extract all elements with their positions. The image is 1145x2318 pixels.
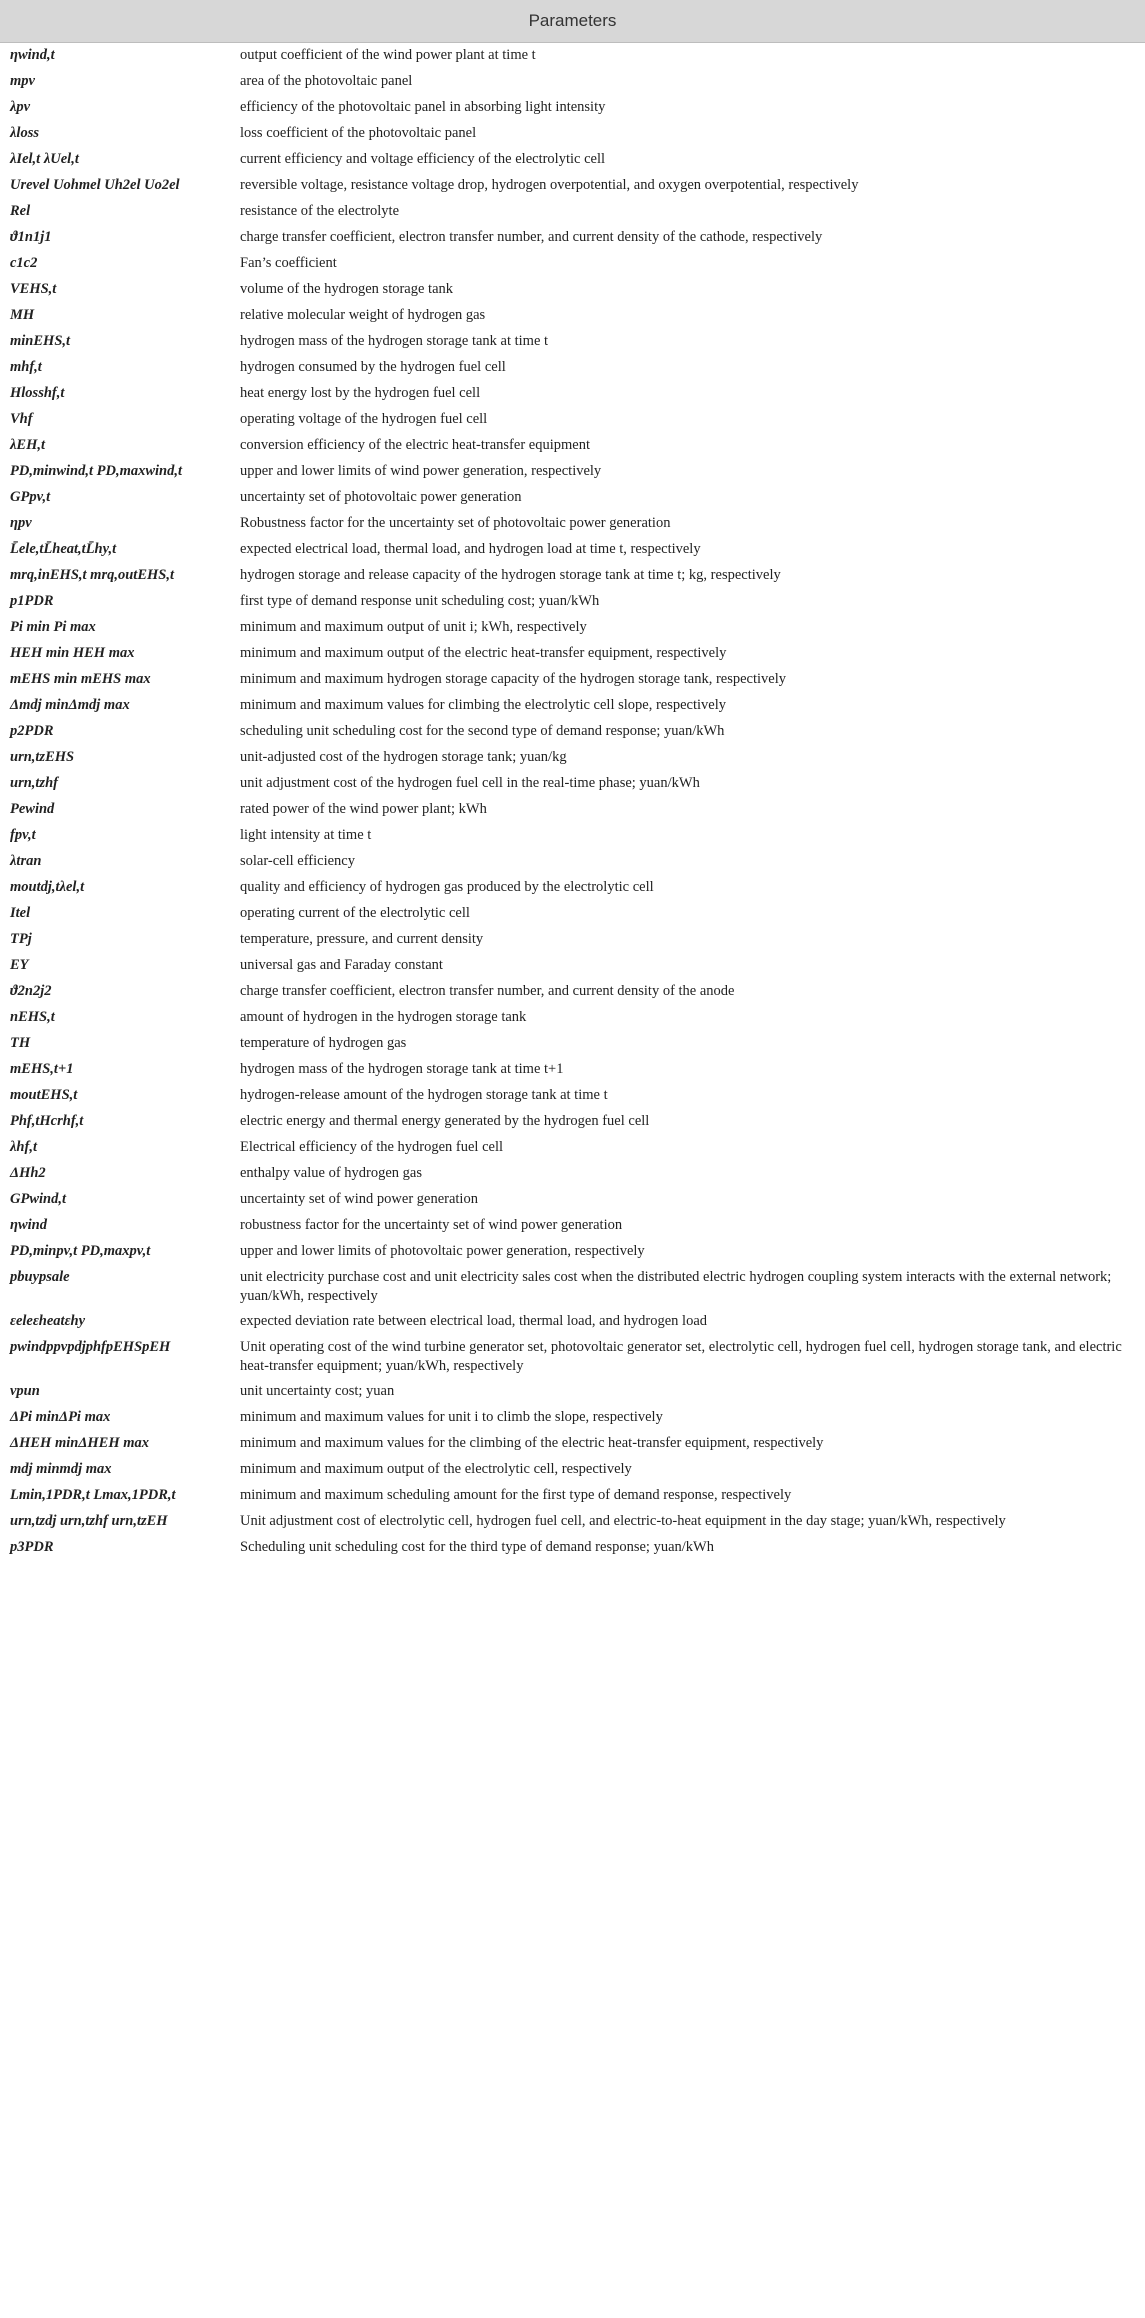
parameter-description: amount of hydrogen in the hydrogen storage tank: [240, 1009, 527, 1025]
parameter-description: hydrogen consumed by the hydrogen fuel cell: [240, 359, 506, 375]
parameter-symbol: urn,tzdj urn,tzhf urn,tzEH: [10, 1513, 168, 1529]
parameter-description: temperature of hydrogen gas: [240, 1035, 407, 1051]
parameter-symbol: Pewind: [10, 801, 55, 817]
parameter-symbol: nEHS,t: [10, 1009, 55, 1025]
parameter-symbol: VEHS,t: [10, 281, 57, 297]
parameter-description: first type of demand response unit scheduling cost; yuan/kWh: [240, 593, 600, 609]
parameter-symbol: ηpv: [10, 515, 32, 531]
parameter-description: unit electricity purchase cost and unit electricity sales cost when the distributed electric hydrogen coupling system interacts with the external network; yuan/kWh, respectively: [240, 1269, 1112, 1304]
parameter-description: unit-adjusted cost of the hydrogen storage tank; yuan/kg: [240, 749, 567, 765]
parameter-symbol: minEHS,t: [10, 333, 71, 349]
parameter-symbol: λIel,t λUel,t: [10, 151, 79, 167]
parameter-symbol: mEHS min mEHS max: [10, 671, 151, 687]
parameter-description: scheduling unit scheduling cost for the second type of demand response; yuan/kWh: [240, 723, 725, 739]
parameter-symbol: mrq,inEHS,t mrq,outEHS,t: [10, 567, 174, 583]
parameter-symbol: p2PDR: [10, 723, 54, 739]
parameter-symbol: p3PDR: [10, 1539, 54, 1555]
parameter-symbol: GPpv,t: [10, 489, 51, 505]
parameter-symbol: moutEHS,t: [10, 1087, 78, 1103]
parameter-symbol: λloss: [10, 125, 39, 141]
parameter-description: unit uncertainty cost; yuan: [240, 1383, 395, 1399]
parameter-description: resistance of the electrolyte: [240, 203, 400, 219]
parameter-symbol: fpv,t: [10, 827, 36, 843]
parameter-symbol: urn,tzhf: [10, 775, 58, 791]
parameter-symbol: ηwind,t: [10, 47, 55, 63]
parameter-description: heat energy lost by the hydrogen fuel cell: [240, 385, 481, 401]
parameter-description: Unit adjustment cost of electrolytic cell, hydrogen fuel cell, and electric-to-heat equipment in the day stage; yuan/kWh, respectively: [240, 1513, 1006, 1529]
parameter-symbol: λpv: [10, 99, 31, 115]
table-header: [0, 0, 1145, 43]
parameter-description: light intensity at time t: [240, 827, 372, 843]
parameter-description: relative molecular weight of hydrogen gas: [240, 307, 486, 323]
parameter-description: area of the photovoltaic panel: [240, 73, 413, 89]
parameter-symbol: mpv: [10, 73, 35, 89]
parameter-symbol: ΔHEH minΔHEH max: [10, 1435, 150, 1451]
parameter-description: expected deviation rate between electrical load, thermal load, and hydrogen load: [240, 1313, 708, 1329]
parameter-description: hydrogen storage and release capacity of the hydrogen storage tank at time t; kg, respectively: [240, 567, 781, 583]
table-header-label: Parameters: [528, 11, 617, 30]
parameter-symbol: Pi min Pi max: [10, 619, 96, 635]
parameter-description: uncertainty set of photovoltaic power generation: [240, 489, 522, 505]
parameter-symbol: λhf,t: [10, 1139, 37, 1155]
parameter-symbol: εeleεheatεhy: [10, 1313, 86, 1329]
parameter-symbol: Δmdj minΔmdj max: [10, 697, 130, 713]
parameter-description: minimum and maximum output of the electrolytic cell, respectively: [240, 1461, 632, 1477]
parameter-description: robustness factor for the uncertainty set of wind power generation: [240, 1217, 623, 1233]
parameter-symbol: moutdj,tλel,t: [10, 879, 85, 895]
parameter-description: operating current of the electrolytic cell: [240, 905, 470, 921]
parameter-description: minimum and maximum output of the electric heat-transfer equipment, respectively: [240, 645, 727, 661]
parameter-symbol: TPj: [10, 931, 32, 947]
parameter-description: universal gas and Faraday constant: [240, 957, 443, 973]
parameter-description: current efficiency and voltage efficiency of the electrolytic cell: [240, 151, 605, 167]
parameter-description: upper and lower limits of photovoltaic power generation, respectively: [240, 1243, 645, 1259]
parameter-description: minimum and maximum values for the climbing of the electric heat-transfer equipment, respectively: [240, 1435, 824, 1451]
parameter-symbol: ϑ1n1j1: [10, 229, 52, 245]
parameter-symbol: Itel: [10, 905, 31, 921]
parameter-symbol: p1PDR: [10, 593, 54, 609]
parameter-symbol: Urevel Uohmel Uh2el Uo2el: [10, 177, 180, 193]
parameter-description: electric energy and thermal energy generated by the hydrogen fuel cell: [240, 1113, 650, 1129]
parameter-symbol: ΔHh2: [10, 1165, 46, 1181]
parameter-description: minimum and maximum values for unit i to climb the slope, respectively: [240, 1409, 663, 1425]
parameter-description: operating voltage of the hydrogen fuel cell: [240, 411, 488, 427]
parameter-description: charge transfer coefficient, electron transfer number, and current density of the cathode, respectively: [240, 229, 823, 245]
parameter-symbol: ϑ2n2j2: [10, 983, 52, 999]
parameter-symbol: Rel: [10, 203, 31, 219]
parameter-description: hydrogen mass of the hydrogen storage tank at time t: [240, 333, 549, 349]
parameter-description: minimum and maximum values for climbing the electrolytic cell slope, respectively: [240, 697, 727, 713]
parameter-description: Robustness factor for the uncertainty set of photovoltaic power generation: [240, 515, 671, 531]
parameter-symbol: Vhf: [10, 411, 33, 427]
parameter-description: minimum and maximum hydrogen storage capacity of the hydrogen storage tank, respectively: [240, 671, 787, 687]
parameter-description: Unit operating cost of the wind turbine generator set, photovoltaic generator set, electrolytic cell, hydrogen fuel cell, hydrogen storage tank, and electric heat-transfer equipment; yuan/kWh, respectively: [240, 1339, 1122, 1374]
parameter-symbol: urn,tzEHS: [10, 749, 75, 765]
parameter-description: reversible voltage, resistance voltage drop, hydrogen overpotential, and oxygen overpotential, respectively: [240, 177, 859, 193]
parameter-description: hydrogen mass of the hydrogen storage tank at time t+1: [240, 1061, 564, 1077]
parameter-symbol: pbuypsale: [10, 1269, 70, 1285]
parameter-symbol: L̄ele,tL̄heat,tL̄hy,t: [10, 541, 117, 557]
parameter-description: hydrogen-release amount of the hydrogen storage tank at time t: [240, 1087, 608, 1103]
parameter-symbol: λtran: [10, 853, 42, 869]
parameter-symbol: νpun: [10, 1383, 40, 1399]
parameter-description: expected electrical load, thermal load, and hydrogen load at time t, respectively: [240, 541, 701, 557]
parameter-description: upper and lower limits of wind power generation, respectively: [240, 463, 602, 479]
parameter-description: temperature, pressure, and current density: [240, 931, 484, 947]
parameter-description: volume of the hydrogen storage tank: [240, 281, 454, 297]
parameter-description: Fan’s coefficient: [240, 255, 337, 271]
parameter-description: efficiency of the photovoltaic panel in absorbing light intensity: [240, 99, 606, 115]
parameter-symbol: MH: [10, 307, 35, 323]
parameter-description: loss coefficient of the photovoltaic panel: [240, 125, 477, 141]
parameter-description: quality and efficiency of hydrogen gas produced by the electrolytic cell: [240, 879, 654, 895]
parameter-description: Electrical efficiency of the hydrogen fuel cell: [240, 1139, 504, 1155]
parameter-description: minimum and maximum scheduling amount for the first type of demand response, respectively: [240, 1487, 792, 1503]
parameter-symbol: Lmin,1PDR,t Lmax,1PDR,t: [10, 1487, 176, 1503]
parameter-description: minimum and maximum output of unit i; kWh, respectively: [240, 619, 587, 635]
parameter-symbol: TH: [10, 1035, 31, 1051]
parameter-description: output coefficient of the wind power plant at time t: [240, 47, 536, 63]
parameter-symbol: pwindppvpdjphfpEHSpEH: [10, 1339, 171, 1355]
parameter-symbol: Hlosshf,t: [10, 385, 65, 401]
parameter-symbol: mdj minmdj max: [10, 1461, 112, 1477]
parameter-description: enthalpy value of hydrogen gas: [240, 1165, 423, 1181]
parameter-symbol: PD,minpv,t PD,maxpv,t: [10, 1243, 151, 1259]
parameter-symbol: mEHS,t+1: [10, 1061, 74, 1077]
parameter-description: unit adjustment cost of the hydrogen fuel cell in the real-time phase; yuan/kWh: [240, 775, 700, 791]
parameter-description: Scheduling unit scheduling cost for the third type of demand response; yuan/kWh: [240, 1539, 714, 1555]
parameter-symbol: λEH,t: [10, 437, 46, 453]
parameter-symbol: ηwind: [10, 1217, 47, 1233]
parameter-description: uncertainty set of wind power generation: [240, 1191, 478, 1207]
parameter-symbol: EY: [10, 957, 29, 973]
parameter-description: conversion efficiency of the electric heat-transfer equipment: [240, 437, 590, 453]
parameter-symbol: GPwind,t: [10, 1191, 66, 1207]
parameter-description: solar-cell efficiency: [240, 853, 355, 869]
parameter-symbol: c1c2: [10, 255, 38, 271]
parameter-description: charge transfer coefficient, electron transfer number, and current density of the anode: [240, 983, 735, 999]
parameter-symbol: HEH min HEH max: [10, 645, 135, 661]
parameter-description: rated power of the wind power plant; kWh: [240, 801, 487, 817]
parameter-symbol: Phf,tHcrhf,t: [10, 1113, 84, 1129]
parameter-symbol: PD,minwind,t PD,maxwind,t: [10, 463, 183, 479]
parameter-symbol: ΔPi minΔPi max: [10, 1409, 111, 1425]
parameter-symbol: mhf,t: [10, 359, 42, 375]
